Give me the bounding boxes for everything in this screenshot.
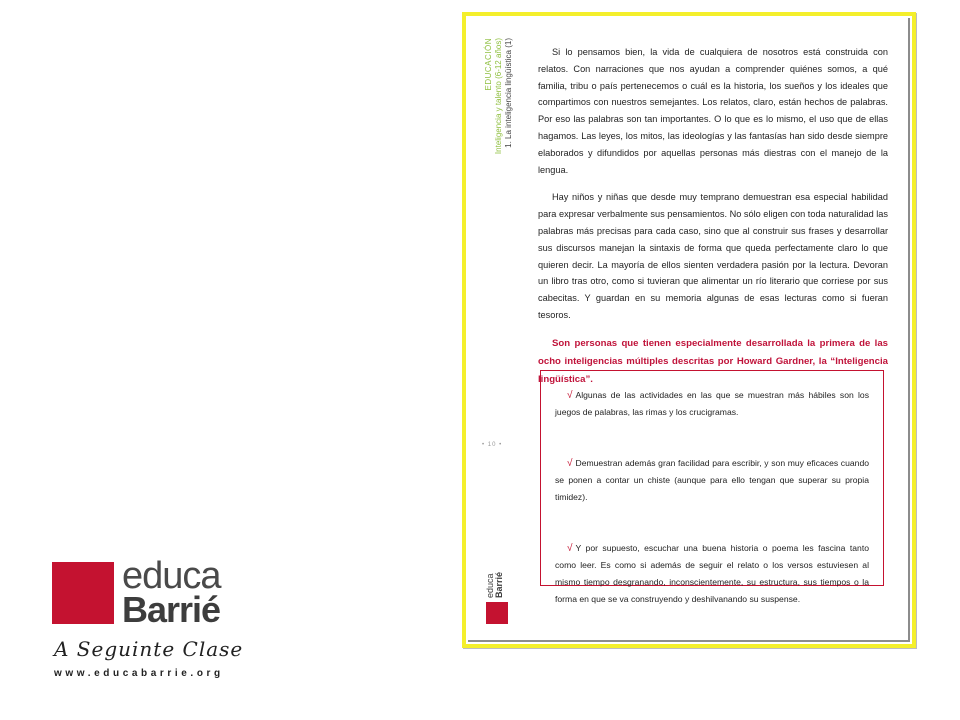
list-item-text: Y por supuesto, escuchar una buena historia o poema les fascina tanto como leer. Es como si además de seguir el relato o los versos estuviesen al mismo tiempo desgranando, inconscientemente, su estructura, sus tiempos o la forma en que se va construyendo y deshilvanando su suspense. [555,543,869,604]
section-label: EDUCACIÓN [484,38,493,91]
topic-label: Inteligencia y talento (6-12 años) [494,38,503,155]
brand-square [52,562,114,624]
paragraph: Si lo pensamos bien, la vida de cualquiera de nosotros está construida con relatos. Con narraciones que nos ayudan a comprender quiénes somos, a qué familia, tribu o país pertenecemos o cuál es la historia, los sueños y los ideales que compartimos con nuestros semejantes. Los relatos, claro, están hechos de palabras. Por eso las palabras son tan importantes. O lo que es lo mismo, el uso que de ellas hagamos. Las leyes, los mitos, las ideologías y las fantasías han sido desde siempre elaborados y difundidos por aquellas personas más diestras con el manejo de la lengua. [538,47,888,175]
brand-logo [52,555,252,692]
check-icon: √ [567,390,573,401]
body-text [538,44,888,400]
list-item [555,387,869,421]
mini-logo [486,554,510,624]
brand-slogan: A Seguinte Clase [54,637,244,661]
feature-box [540,370,884,604]
chapter-label: 1. La inteligencia lingüística (1) [504,38,513,148]
check-icon: √ [567,458,573,469]
list-item [555,540,869,608]
brand-url: www.educabarrie.org [54,668,224,679]
mini-logo-line2: Barrié [494,571,504,598]
highlight-paragraph: Son personas que tienen especialmente desarrollada la primera de las ocho inteligencias múltiples descritas por Howard Gardner, la “Inteligencia lingüística”. [538,337,888,385]
list-item [555,455,869,506]
list-item-text: Demuestran además gran facilidad para escribir, y son muy eficaces cuando se ponen a contar un chiste (aunque para ello tengan que superar su propia timidez). [555,458,869,502]
mini-logo-square [486,602,508,624]
list-item-text: Algunas de las actividades en las que se muestran más hábiles son los juegos de palabras, las rimas y los crucigramas. [555,390,869,417]
brand-name-line2: Barrié [122,589,221,630]
side-header [484,38,534,198]
check-icon: √ [567,543,573,554]
document-page [468,18,910,642]
brand-name-line1: educa [122,555,221,597]
mini-logo-line1: educa [485,573,495,598]
document-page-frame [462,12,916,648]
page-number: • 10 • [482,442,503,448]
paragraph: Hay niños y niñas que desde muy temprano demuestran esa especial habilidad para expresar verbalmente sus pensamientos. No sólo eligen con toda naturalidad las palabras más precisas para cada caso, sino que al construir sus frases y desarrollar sus discursos manejan la sintaxis de forma que queda perfectamente claro lo que quieren decir. La mayoría de ellos sienten verdadera pasión por la lectura. Devoran un libro tras otro, como si tuvieran que alimentar un río literario que corriese por sus cabecitas. Y guardan en su memoria algunas de esas lecturas como si fueran tesoros. [538,192,888,320]
